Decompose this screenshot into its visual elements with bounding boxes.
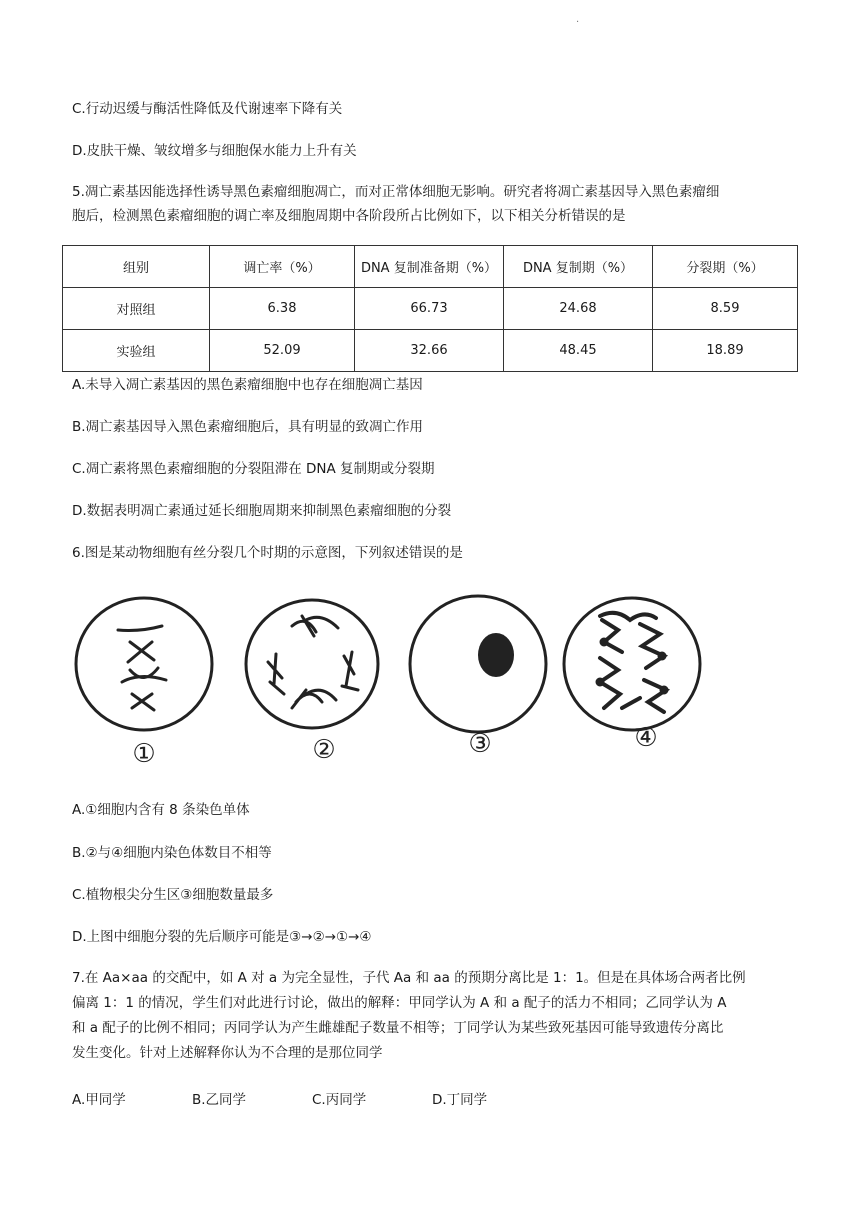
q6-option-d: D.上图中细胞分裂的先后顺序可能是③→②→①→④ [72, 929, 372, 945]
q7-stem-line2: 偏离 1：1 的情况，学生们对此进行讨论，做出的解释：甲同学认为 A 和 a 配子的活力不相同；乙同学认为 A [72, 995, 727, 1011]
table-cell: 24.68 [504, 288, 653, 330]
cell-3-interphase-drawing [410, 596, 546, 732]
q7-options [72, 1090, 552, 1110]
table-header-cell: 分裂期（%） [653, 246, 798, 288]
q7-option-d: D.丁同学 [432, 1092, 488, 1108]
table-header-cell: DNA 复制准备期（%） [355, 246, 504, 288]
q5-option-a: A.未导入凋亡素基因的黑色素瘤细胞中也存在细胞凋亡基因 [72, 377, 423, 393]
table-header-row [63, 246, 798, 288]
cell-2-anaphase-drawing [246, 600, 378, 728]
q5-stem-line2: 胞后，检测黑色素瘤细胞的调亡率及细胞周期中各阶段所占比例如下，以下相关分析错误的是 [72, 208, 626, 224]
mitosis-figure [70, 590, 720, 780]
q7-stem-line1: 7.在 Aa×aa 的交配中，如 A 对 a 为完全显性，子代 Aa 和 aa 的预期分离比是 1：1。但是在具体场合两者比例 [72, 970, 746, 986]
page-mark: . [576, 14, 580, 25]
table-header-cell: 调亡率（%） [210, 246, 355, 288]
q7-stem-line3: 和 a 配子的比例不相同；丙同学认为产生雌雄配子数量不相等；丁同学认为某些致死基因可能导致遗传分离比 [72, 1020, 724, 1036]
table-cell: 6.38 [210, 288, 355, 330]
table-cell: 48.45 [504, 330, 653, 372]
q7-option-c: C.丙同学 [312, 1092, 367, 1108]
figure-label-3: ③ [468, 729, 492, 759]
table-cell: 66.73 [355, 288, 504, 330]
table-row [63, 330, 798, 372]
table-cell: 对照组 [63, 288, 210, 330]
q7-option-b: B.乙同学 [192, 1092, 247, 1108]
q6-option-b: B.②与④细胞内染色体数目不相等 [72, 845, 272, 861]
q5-option-c: C.凋亡素将黑色素瘤细胞的分裂阻滞在 DNA 复制期或分裂期 [72, 461, 435, 477]
q5-stem-line1: 5.凋亡素基因能选择性诱导黑色素瘤细胞凋亡，而对正常体细胞无影响。研究者将凋亡素基因导入黑色素瘤细 [72, 184, 720, 200]
cell-1-metaphase-drawing [76, 598, 212, 730]
q7-option-a: A.甲同学 [72, 1092, 126, 1108]
q6-option-a: A.①细胞内含有 8 条染色单体 [72, 802, 250, 818]
q6-stem: 6.图是某动物细胞有丝分裂几个时期的示意图，下列叙述错误的是 [72, 545, 463, 561]
figure-label-4: ④ [634, 723, 658, 753]
table-row [63, 288, 798, 330]
q5-option-d: D.数据表明凋亡素通过延长细胞周期来抑制黑色素瘤细胞的分裂 [72, 503, 452, 519]
table-header-cell: DNA 复制期（%） [504, 246, 653, 288]
table-cell: 52.09 [210, 330, 355, 372]
q4-option-c: C.行动迟缓与酶活性降低及代谢速率下降有关 [72, 101, 343, 117]
table-cell: 32.66 [355, 330, 504, 372]
cell-4-prophase-drawing [564, 598, 700, 730]
table-cell: 实验组 [63, 330, 210, 372]
q4-option-d: D.皮肤干燥、皱纹增多与细胞保水能力上升有关 [72, 143, 357, 159]
q7-stem-line4: 发生变化。针对上述解释你认为不合理的是那位同学 [72, 1045, 383, 1061]
table-cell: 8.59 [653, 288, 798, 330]
q6-option-c: C.植物根尖分生区③细胞数量最多 [72, 887, 274, 903]
q5-data-table [62, 245, 798, 372]
figure-label-1: ① [132, 739, 156, 769]
figure-label-2: ② [312, 735, 336, 765]
table-header-cell: 组别 [63, 246, 210, 288]
table-cell: 18.89 [653, 330, 798, 372]
q5-option-b: B.凋亡素基因导入黑色素瘤细胞后，具有明显的致凋亡作用 [72, 419, 424, 435]
